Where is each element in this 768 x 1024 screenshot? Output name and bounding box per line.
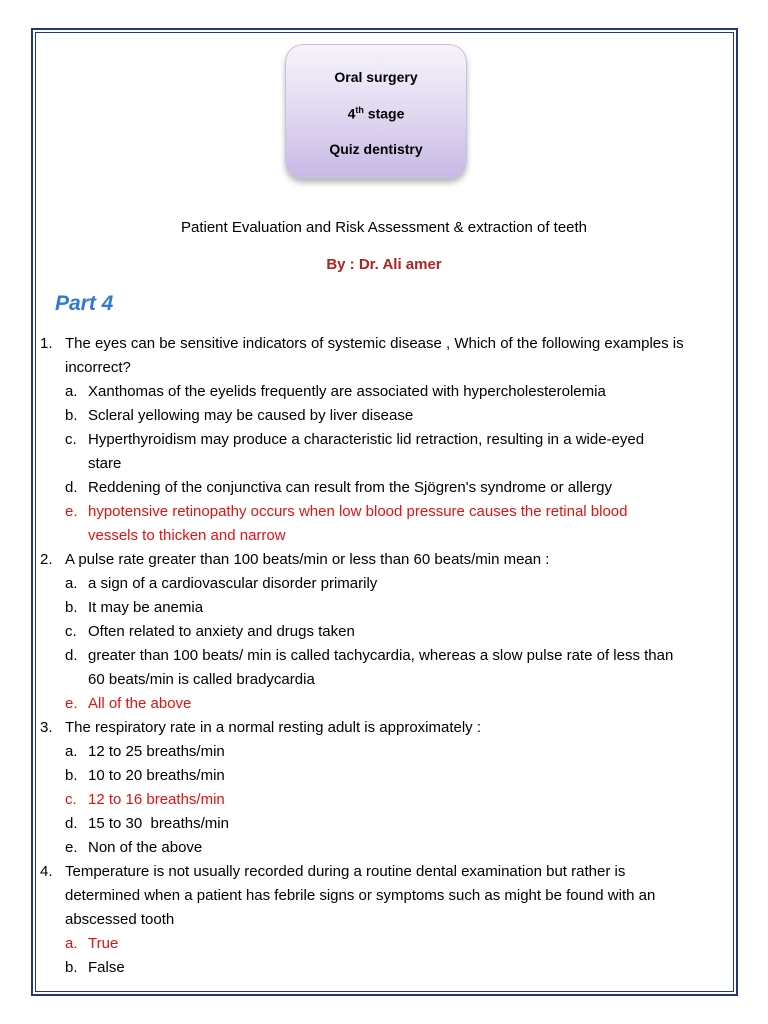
option-text: 15 to 30 breaths/min bbox=[88, 815, 229, 832]
option-letter: d. bbox=[65, 647, 78, 664]
option-letter: b. bbox=[65, 599, 78, 616]
option-text: 12 to 25 breaths/min bbox=[88, 743, 225, 760]
option-text: a sign of a cardiovascular disorder primarily bbox=[88, 575, 378, 592]
question-text: incorrect? bbox=[65, 359, 131, 376]
answer-option-letter: c. bbox=[65, 791, 77, 808]
answer-option-letter: e. bbox=[65, 503, 78, 520]
document-subtitle: Patient Evaluation and Risk Assessment & extraction of teeth bbox=[180, 219, 588, 236]
question-text: The respiratory rate in a normal resting adult is approximately : bbox=[65, 719, 482, 736]
answer-option-text: True bbox=[88, 935, 119, 952]
question-text: The eyes can be sensitive indicators of systemic disease , Which of the following examples is bbox=[65, 335, 684, 352]
answer-option-text: vessels to thicken and narrow bbox=[88, 527, 286, 544]
option-letter: c. bbox=[65, 623, 77, 640]
question-text: A pulse rate greater than 100 beats/min or less than 60 beats/min mean : bbox=[65, 551, 550, 568]
option-letter: d. bbox=[65, 479, 78, 496]
question-number: 2. bbox=[40, 551, 53, 568]
option-text: 60 beats/min is called bradycardia bbox=[88, 671, 315, 688]
question-text: determined when a patient has febrile signs or symptoms such as might be found with an bbox=[65, 887, 656, 904]
option-text: Xanthomas of the eyelids frequently are associated with hypercholesterolemia bbox=[88, 383, 606, 400]
option-letter: c. bbox=[65, 431, 77, 448]
part-heading: Part 4 bbox=[55, 292, 114, 315]
option-text: Often related to anxiety and drugs taken bbox=[88, 623, 355, 640]
option-letter: d. bbox=[65, 815, 78, 832]
title-box bbox=[285, 44, 467, 178]
option-text: greater than 100 beats/ min is called tachycardia, whereas a slow pulse rate of less than bbox=[88, 647, 674, 664]
answer-option-text: hypotensive retinopathy occurs when low blood pressure causes the retinal blood bbox=[88, 503, 628, 520]
author-line: By : Dr. Ali amer bbox=[326, 256, 442, 273]
answer-option-text: 12 to 16 breaths/min bbox=[88, 791, 225, 808]
title-course: Oral surgery bbox=[334, 69, 418, 85]
title-quiz: Quiz dentistry bbox=[329, 141, 423, 157]
option-letter: b. bbox=[65, 959, 78, 976]
question-number: 1. bbox=[40, 335, 53, 352]
option-letter: b. bbox=[65, 407, 78, 424]
option-letter: b. bbox=[65, 767, 78, 784]
title-stage: 4th stage bbox=[347, 105, 405, 122]
question-text: abscessed tooth bbox=[65, 911, 175, 928]
option-text: Hyperthyroidism may produce a characteristic lid retraction, resulting in a wide-eyed bbox=[88, 431, 645, 448]
question-number: 4. bbox=[40, 863, 53, 880]
option-letter: a. bbox=[65, 743, 78, 760]
answer-option-text: All of the above bbox=[88, 695, 192, 712]
option-text: Reddening of the conjunctiva can result from the Sjögren's syndrome or allergy bbox=[88, 479, 612, 496]
option-text: Scleral yellowing may be caused by liver disease bbox=[88, 407, 414, 424]
answer-option-letter: a. bbox=[65, 935, 78, 952]
option-text: It may be anemia bbox=[88, 599, 204, 616]
option-letter: a. bbox=[65, 383, 78, 400]
option-text: Non of the above bbox=[88, 839, 203, 856]
option-letter: a. bbox=[65, 575, 78, 592]
option-letter: e. bbox=[65, 839, 78, 856]
option-text: stare bbox=[88, 455, 122, 472]
question-number: 3. bbox=[40, 719, 53, 736]
option-text: False bbox=[88, 959, 125, 976]
answer-option-letter: e. bbox=[65, 695, 78, 712]
option-text: 10 to 20 breaths/min bbox=[88, 767, 225, 784]
question-text: Temperature is not usually recorded during a routine dental examination but rather is bbox=[65, 863, 626, 880]
